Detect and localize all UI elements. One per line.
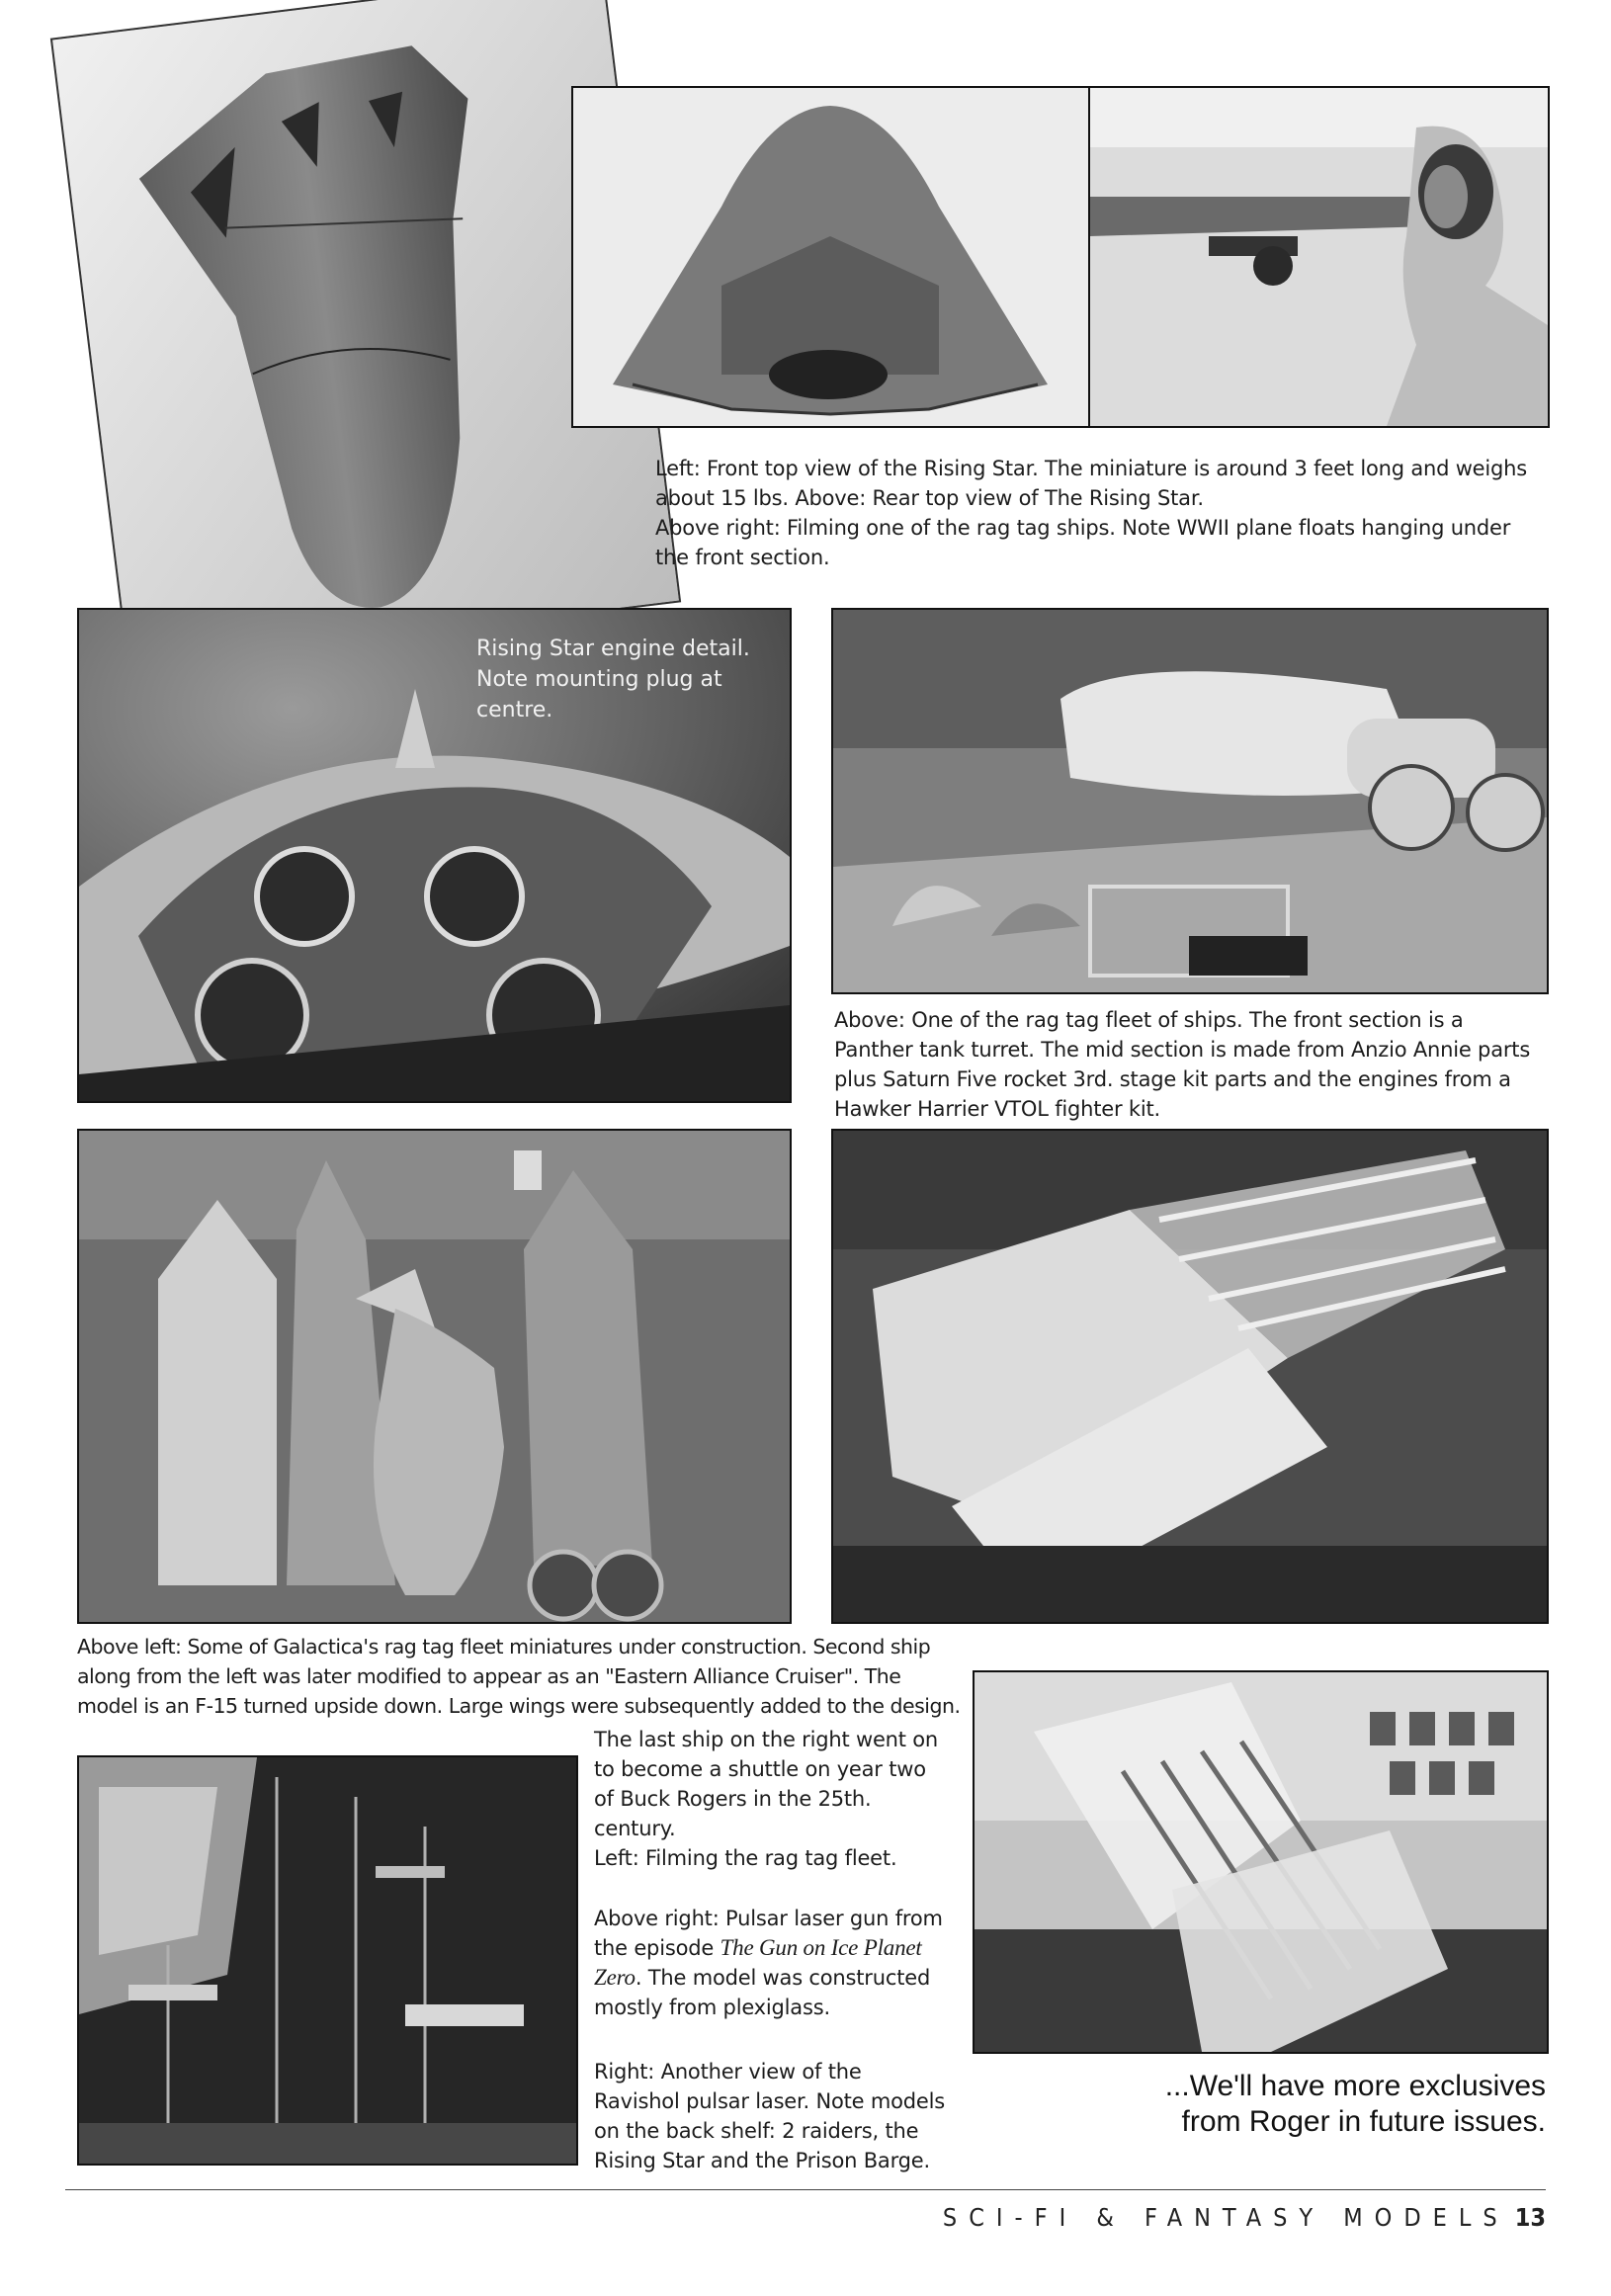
pulsar-laser-caption <box>594 1904 945 2022</box>
rag-tag-ship-caption: Above: One of the rag tag fleet of ships. The front section is a Panther tank turret. The mid section is made from Anzio Annie parts plus Saturn Five rocket 3rd. stage kit parts and the engines from a Hawker Harrier VTOL fighter kit. <box>834 1008 1531 1121</box>
rising-star-caption <box>655 454 1540 572</box>
pulsar-caption-text-end: . The model was constructed mostly from plexiglass. <box>594 1966 931 2019</box>
footer-rule <box>65 2189 1546 2190</box>
fleet-construction-caption: Above left: Some of Galactica's rag tag fleet miniatures under construction. Second ship along from the left was later modified to appear as an "Eastern Alliance Cruiser". The model is an F-15 turned upside down. Large wings were subsequently added to the design. <box>77 1635 961 1718</box>
pulsar-caption-text: Above right: Pulsar laser gun from the episode <box>594 1907 943 1960</box>
buck-rogers-caption: The last ship on the right went on to become a shuttle on year two of Buck Rogers in the 25th. century. <box>594 1728 939 1840</box>
filming-ship-photo <box>1088 86 1550 428</box>
engine-detail-caption: Rising Star engine detail. Note mounting plug at centre. <box>476 637 750 723</box>
page-number: 13 <box>1514 2203 1546 2232</box>
ravishol-caption: Right: Another view of the Ravishol pulsar laser. Note models on the back shelf: 2 raiders, the Rising Star and the Prison Barge. <box>594 2060 945 2172</box>
closing-note <box>1165 2069 1546 2140</box>
rag-tag-ship-photo <box>831 608 1549 994</box>
rising-star-rear-photo <box>571 86 1091 428</box>
rising-star-caption-line1: Left: Front top view of the Rising Star. The miniature is around 3 feet long and weighs about 15 lbs. Above: Rear top view of The Rising Star. <box>655 457 1528 510</box>
closing-line-2: from Roger in future issues. <box>1181 2105 1546 2138</box>
filming-fleet-photo <box>77 1755 578 2166</box>
magazine-name: SCI-FI & FANTASY MODELS <box>942 2203 1509 2232</box>
episode-title: The Gun on Ice Planet Zero <box>594 1935 922 1990</box>
closing-line-1: ...We'll have more exclusives <box>1164 2070 1546 2102</box>
ravishol-laser-photo <box>973 1670 1549 2054</box>
page-footer <box>943 2203 1546 2232</box>
filming-fleet-caption: Left: Filming the rag tag fleet. <box>594 1846 897 1870</box>
fleet-construction-photo <box>77 1129 792 1624</box>
pulsar-laser-photo <box>831 1129 1549 1624</box>
rising-star-caption-line2: Above right: Filming one of the rag tag ships. Note WWII plane floats hanging under the front section. <box>655 516 1511 569</box>
